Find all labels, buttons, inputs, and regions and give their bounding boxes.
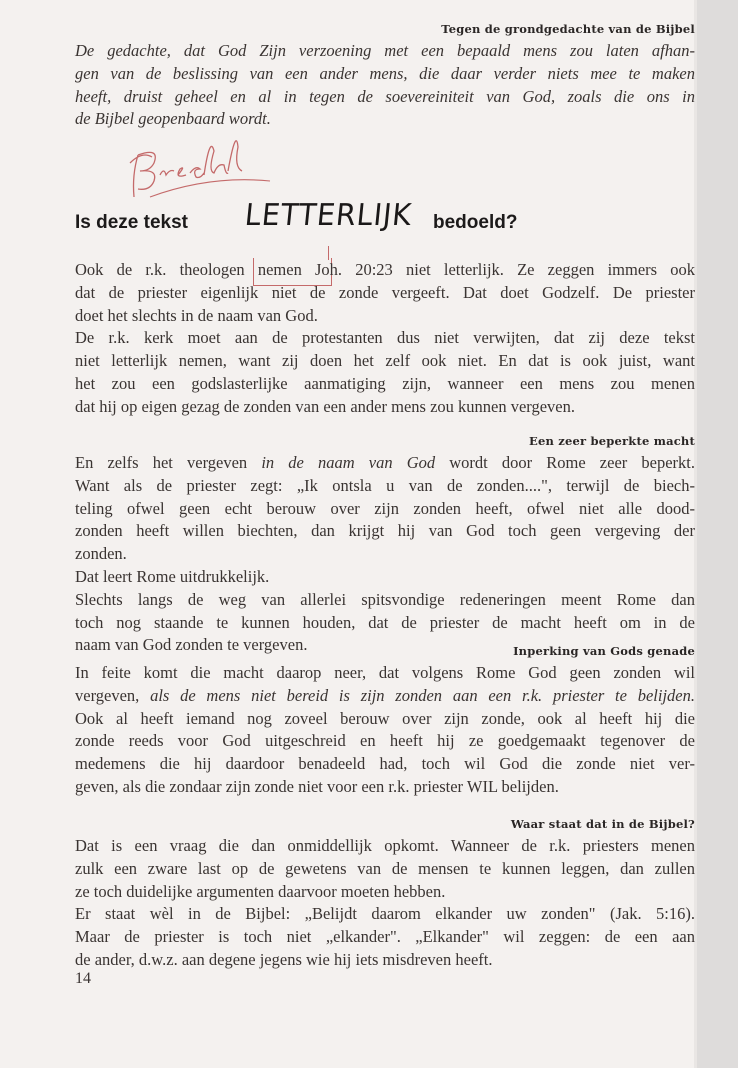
text-line: Slechts langs de weg van allerlei spitsvondige redeneringen meent Rome dan [75,589,695,609]
section-waar-staat [75,813,695,972]
emphasis-text: De gedachte, dat God Zijn verzoening met een bepaald mens zou laten afhan- [75,41,695,60]
text-line: zonden. [75,544,127,564]
handwritten-signature [120,135,300,205]
text-line: Ook al heeft iemand nog zoveel berouw over zijn zonde, ook al heeft hij die [75,708,695,728]
text-line: Want als de priester zegt: „Ik ontsla u van de zonden....", terwijl de biech- [75,475,695,495]
section-beperkte-macht [75,430,695,657]
emphasis-text: als de mens niet bereid is zijn zonden aan een r.k. priester te belijden. [150,685,695,705]
text-line: Ook de r.k. theologen nemen Joh. 20:23 niet letterlijk. Ze zeggen immers ook [75,260,695,279]
text-line: teling ofwel geen echt berouw over zijn zonden heeft, ofwel niet alle dood- [75,498,695,518]
emphasis-text: de Bijbel geopenbaard wordt. [75,109,271,129]
emphasis-text: heeft, druist geheel en al in tegen de soevereiniteit van God, zoals die ons in [75,86,695,106]
text-line [75,108,695,131]
emphasis-text: in de naam van God [261,453,436,472]
text-line: naam van God zonden te vergeven. [75,635,308,655]
text-line: het zou een godslasterlijke aanmatiging zijn, wanneer een mens zou menen [75,373,695,393]
page-number: 14 [75,970,91,987]
text-line: doet het slechts in de naam van God. [75,305,318,325]
text-line: Dat leert Rome uitdrukkelijk. [75,566,270,586]
title-emphasis: LETTERLIJK [243,198,414,233]
text-line [75,86,695,109]
title-part-1: Is deze tekst [75,212,188,233]
section-heading: Tegen de grondgedachte van de Bijbel [441,22,695,36]
text-line [75,40,695,63]
section-heading: Waar staat dat in de Bijbel? [510,817,695,831]
text-line: zulk een zware last op de gewetens van de mensen te kunnen leggen, dan zullen [75,858,695,878]
section-inperking [75,640,695,799]
text-line: Dat is een vraag die dan onmiddellijk opkomt. Wanneer de r.k. priesters menen [75,836,695,855]
text-line: zonden heeft willen biechten, dan krijgt hij van God toch geen vergeving der [75,521,695,541]
text-line: medemens die hij daardoor benadeeld had, toch wil God die zonde niet ver- [75,754,695,774]
section-grondgedachte [75,18,695,131]
text-line [75,63,695,86]
text-line: dat de priester eigenlijk niet de zonde vergeeft. Dat doet Godzelf. De priester [75,282,695,302]
text-line: Maar de priester is toch niet „elkander". „Elkander" wil zeggen: de een aan [75,927,695,947]
text-line: zonde reeds voor God uitgeschreid en heeft hij ze goedgemaakt tegenover de [75,731,695,751]
text-line: De r.k. kerk moet aan de protestanten dus niet verwijten, dat zij deze tekst [75,328,695,348]
title-part-2: bedoeld? [433,212,518,233]
emphasis-text: gen van de beslissing van een ander mens, die daar verder niets mee te maken [75,63,695,83]
page-title [75,200,695,240]
text-line: In feite komt die macht daarop neer, dat volgens Rome God geen zonden wil [75,663,695,682]
text-line: geven, als die zondaar zijn zonde niet voor een r.k. priester WIL belijden. [75,776,559,796]
text-line: Er staat wèl in de Bijbel: „Belijdt daarom elkander uw zonden" (Jak. 5:16). [75,904,695,924]
text-line: En zelfs het vergeven in de naam van God wordt door Rome zeer beperkt. [75,453,695,472]
text-line: ze toch duidelijke argumenten daarvoor moeten hebben. [75,881,446,901]
text-line: niet letterlijk nemen, want zij doen het zelf ook niet. En dat is ook juist, want [75,351,695,371]
section-heading: Inperking van Gods genade [513,644,695,658]
section-intro [75,259,695,419]
text-line: dat hij op eigen gezag de zonden van een ander mens zou kunnen vergeven. [75,396,576,416]
text-line: de ander, d.w.z. aan degene jegens wie hij iets misdreven heeft. [75,949,493,969]
section-heading: Een zeer beperkte macht [529,434,695,448]
text-line: toch nog staande te kunnen houden, dat de priester de macht heeft om in de [75,612,695,632]
page-edge [697,0,738,1068]
text-line: vergeven, als de mens niet bereid is zijn zonden aan een r.k. priester te belijden. [75,685,695,705]
